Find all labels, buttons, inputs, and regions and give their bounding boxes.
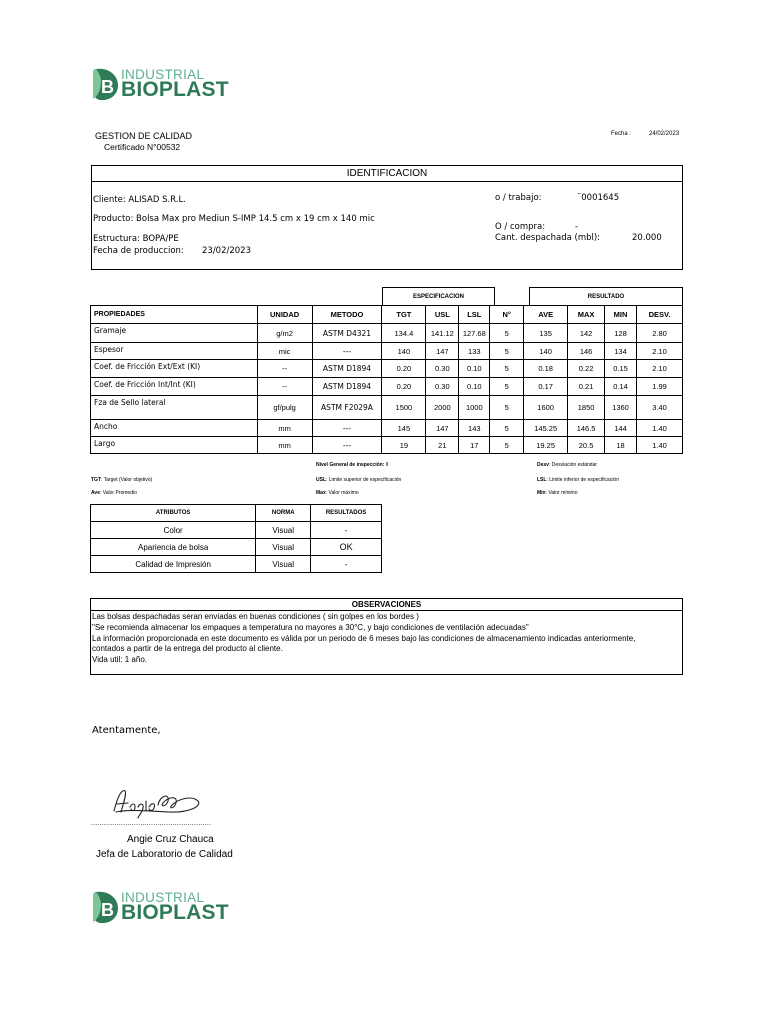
prop-max: 146 [568, 343, 605, 360]
prop-ave: 0.18 [524, 360, 568, 378]
logo-line2: BIOPLAST [121, 901, 229, 924]
property-row [91, 378, 683, 396]
attr-name: Apariencia de bolsa [91, 539, 256, 556]
prop-tgt: 145 [382, 420, 426, 437]
attributes-table [90, 504, 382, 573]
col-header-usl: USL [426, 306, 459, 324]
legend-tgt [91, 477, 152, 483]
prop-n: 5 [490, 378, 524, 396]
prop-name: Coef. de Fricción Ext/Ext (KI) [91, 360, 258, 378]
prop-lsl: 1000 [459, 396, 490, 420]
attr-name: Calidad de Impresión [91, 556, 256, 573]
legend-tgt-label: TGT [91, 477, 101, 483]
legend-lsl-label: LSL [537, 477, 547, 483]
prop-method: ASTM F2029A [312, 396, 382, 420]
legend-nivel-label: Nivel General de inspección: [316, 462, 385, 468]
attr-norma: Visual [256, 556, 311, 573]
col-header-desv: DESV. [637, 306, 683, 324]
prop-usl: 0.30 [426, 378, 459, 396]
identification-title: IDENTIFICACION [92, 166, 682, 182]
prop-name: Ancho [91, 420, 258, 437]
prop-desv: 1.99 [637, 378, 683, 396]
producto-field: Producto: Bolsa Max pro Mediun S-IMP 14.5 cm x 19 cm x 140 mic [93, 214, 375, 224]
signature-line: ........................................................ [91, 820, 212, 827]
observation-line: contados a partir de la entrega del producto al cliente. [92, 644, 283, 654]
attr-result: - [311, 522, 382, 539]
legend-desv-text: : Desviación estándar [548, 462, 598, 468]
prop-method: --- [312, 420, 382, 437]
prop-n: 5 [490, 437, 524, 454]
prop-ave: 0.17 [524, 378, 568, 396]
trabajo-label: o / trabajo: [495, 193, 542, 203]
prop-max: 146.5 [568, 420, 605, 437]
attributes-header-row [91, 505, 382, 522]
prop-lsl: 143 [459, 420, 490, 437]
prop-max: 0.22 [568, 360, 605, 378]
estructura-field: Estructura: BOPA/PE [93, 234, 179, 244]
company-logo-top [92, 67, 229, 107]
company-logo-bottom [92, 890, 229, 930]
prop-unit: -- [257, 360, 312, 378]
logo-line1: INDUSTRIAL [121, 67, 205, 82]
fecha-value: 24/02/2023 [649, 131, 680, 137]
cliente-field: Cliente: ALISAD S.R.L. [93, 195, 186, 205]
prop-max: 142 [568, 324, 605, 343]
logo-leaf-icon [92, 67, 120, 101]
signer-role: Jefa de Laboratorio de Calidad [96, 849, 233, 860]
legend-lsl-text: : Limite inferior de especificación [546, 477, 619, 483]
prop-name: Espesor [91, 343, 258, 360]
prop-lsl: 133 [459, 343, 490, 360]
prop-unit: mm [257, 420, 312, 437]
observation-line: La información proporcionada en este documento es válida por un periodo de 6 meses bajo las condiciones de almacenamiento indicadas anteriormente, [92, 633, 636, 643]
certificate-number: Certificado N°00532 [104, 142, 181, 152]
legend-min [537, 490, 577, 496]
prop-tgt: 19 [382, 437, 426, 454]
prop-lsl: 17 [459, 437, 490, 454]
col-header-max: MAX [568, 306, 605, 324]
handwritten-signature [108, 785, 208, 821]
signer-name: Angie Cruz Chauca [127, 834, 214, 845]
logo-line2: BIOPLAST [121, 78, 229, 101]
prop-tgt: 1500 [382, 396, 426, 420]
attr-result: - [311, 556, 382, 573]
prop-ave: 19.25 [524, 437, 568, 454]
observation-line: Vida util: 1 año. [92, 655, 148, 665]
prop-max: 0.21 [568, 378, 605, 396]
prop-desv: 2.10 [637, 360, 683, 378]
prop-desv: 2.80 [637, 324, 683, 343]
logo-line1: INDUSTRIAL [121, 890, 205, 905]
prop-desv: 3.40 [637, 396, 683, 420]
attr-header-atributos: ATRIBUTOS [91, 505, 256, 522]
prop-method: --- [312, 437, 382, 454]
prop-tgt: 0.20 [382, 360, 426, 378]
col-header-metodo: METODO [312, 306, 382, 324]
property-row [91, 324, 683, 343]
col-header-unidad: UNIDAD [257, 306, 312, 324]
prop-usl: 0.30 [426, 360, 459, 378]
legend-ave-label: Ave [91, 490, 100, 496]
properties-header-row [91, 306, 683, 324]
observations-title: OBSERVACIONES [91, 599, 682, 611]
compra-label: O / compra: [495, 222, 546, 232]
prop-usl: 21 [426, 437, 459, 454]
attribute-row [91, 539, 382, 556]
legend-desv [537, 462, 597, 468]
attr-norma: Visual [256, 522, 311, 539]
prop-name: Gramaje [91, 324, 258, 343]
legend-max-label: Max [316, 490, 326, 496]
observations-text [92, 612, 635, 666]
legend-nivel [316, 462, 389, 468]
prop-unit: gf/pulg [257, 396, 312, 420]
legend-nivel-value: II [385, 462, 389, 468]
prop-lsl: 0.10 [459, 378, 490, 396]
observation-line: Las bolsas despachadas seran enviadas en buenas condiciones ( sin golpes en los bordes ) [92, 612, 419, 621]
prop-desv: 2.10 [637, 343, 683, 360]
prop-min: 0.15 [605, 360, 637, 378]
attr-result: OK [311, 539, 382, 556]
svg-text:B: B [101, 900, 114, 920]
resultado-header: RESULTADO [529, 287, 683, 305]
prop-method: --- [312, 343, 382, 360]
observation-line: "Se recomienda almacenar los empaques a temperatura no mayores a 30°C, y bajo condiciones de ventilación adecuadas" [92, 622, 529, 632]
legend-ave [91, 490, 137, 496]
prop-method: ASTM D1894 [312, 360, 382, 378]
prop-method: ASTM D1894 [312, 378, 382, 396]
legend-usl [316, 477, 401, 483]
prop-n: 5 [490, 420, 524, 437]
legend-ave-text: : Valor Promedio [100, 490, 137, 496]
prop-unit: mm [257, 437, 312, 454]
prop-name: Coef. de Fricción Int/Int (KI) [91, 378, 258, 396]
prop-tgt: 140 [382, 343, 426, 360]
prop-ave: 145.25 [524, 420, 568, 437]
prop-n: 5 [490, 343, 524, 360]
attribute-row [91, 556, 382, 573]
especificacion-header: ESPECIFICACION [382, 287, 495, 305]
attr-header-resultados: RESULTADOS [311, 505, 382, 522]
legend-tgt-text: : Target (Valor objetivo) [101, 477, 153, 483]
col-header-tgt: TGT [382, 306, 426, 324]
col-header-min: MIN [605, 306, 637, 324]
prop-min: 18 [605, 437, 637, 454]
prop-name: Fza de Sello lateral [91, 396, 258, 420]
cantidad-value: 20.000 [632, 233, 662, 243]
prop-min: 144 [605, 420, 637, 437]
legend-lsl [537, 477, 619, 483]
attr-header-norma: NORMA [256, 505, 311, 522]
prop-usl: 141.12 [426, 324, 459, 343]
prop-min: 128 [605, 324, 637, 343]
col-header-lsl: LSL [459, 306, 490, 324]
attribute-row [91, 522, 382, 539]
col-header-propiedades: PROPIEDADES [91, 306, 258, 324]
prop-unit: -- [257, 378, 312, 396]
observations-box [90, 598, 683, 675]
closing-text: Atentamente, [92, 725, 161, 736]
prop-tgt: 134.4 [382, 324, 426, 343]
prop-n: 5 [490, 396, 524, 420]
prop-ave: 140 [524, 343, 568, 360]
properties-table [90, 305, 683, 454]
prop-min: 0.14 [605, 378, 637, 396]
prop-desv: 1.40 [637, 437, 683, 454]
prop-n: 5 [490, 324, 524, 343]
property-row [91, 360, 683, 378]
trabajo-value: ¨0001645 [577, 193, 620, 203]
legend-max [316, 490, 359, 496]
fecha-produccion-value: 23/02/2023 [202, 246, 251, 256]
col-header-n: N° [490, 306, 524, 324]
compra-value: - [575, 222, 579, 232]
legend-desv-label: Desv [537, 462, 549, 468]
col-header-ave: AVE [524, 306, 568, 324]
cantidad-label: Cant. despachada (mbl): [495, 233, 601, 243]
fecha-label: Fecha : [611, 131, 632, 137]
prop-lsl: 0.10 [459, 360, 490, 378]
prop-ave: 135 [524, 324, 568, 343]
svg-text:B: B [101, 77, 114, 97]
prop-usl: 147 [426, 343, 459, 360]
header-title: GESTION DE CALIDAD [95, 131, 193, 141]
property-row [91, 437, 683, 454]
logo-leaf-icon [92, 890, 120, 924]
prop-min: 134 [605, 343, 637, 360]
legend-max-text: : Valor máximo [325, 490, 359, 496]
legend-min-text: : Valor mínimo [545, 490, 578, 496]
prop-lsl: 127.68 [459, 324, 490, 343]
prop-usl: 2000 [426, 396, 459, 420]
prop-n: 5 [490, 360, 524, 378]
prop-usl: 147 [426, 420, 459, 437]
property-row [91, 420, 683, 437]
prop-ave: 1600 [524, 396, 568, 420]
attr-norma: Visual [256, 539, 311, 556]
prop-max: 1850 [568, 396, 605, 420]
prop-name: Largo [91, 437, 258, 454]
prop-method: ASTM D4321 [312, 324, 382, 343]
prop-desv: 1.40 [637, 420, 683, 437]
prop-unit: mic [257, 343, 312, 360]
prop-min: 1360 [605, 396, 637, 420]
legend-usl-label: USL [316, 477, 326, 483]
legend-usl-text: : Limite superior de especificación [326, 477, 402, 483]
attr-name: Color [91, 522, 256, 539]
prop-tgt: 0.20 [382, 378, 426, 396]
prop-unit: g/m2 [257, 324, 312, 343]
legend-min-label: Min [537, 490, 546, 496]
prop-max: 20.5 [568, 437, 605, 454]
property-row [91, 396, 683, 420]
property-row [91, 343, 683, 360]
fecha-produccion-label: Fecha de produccion: [93, 246, 184, 256]
